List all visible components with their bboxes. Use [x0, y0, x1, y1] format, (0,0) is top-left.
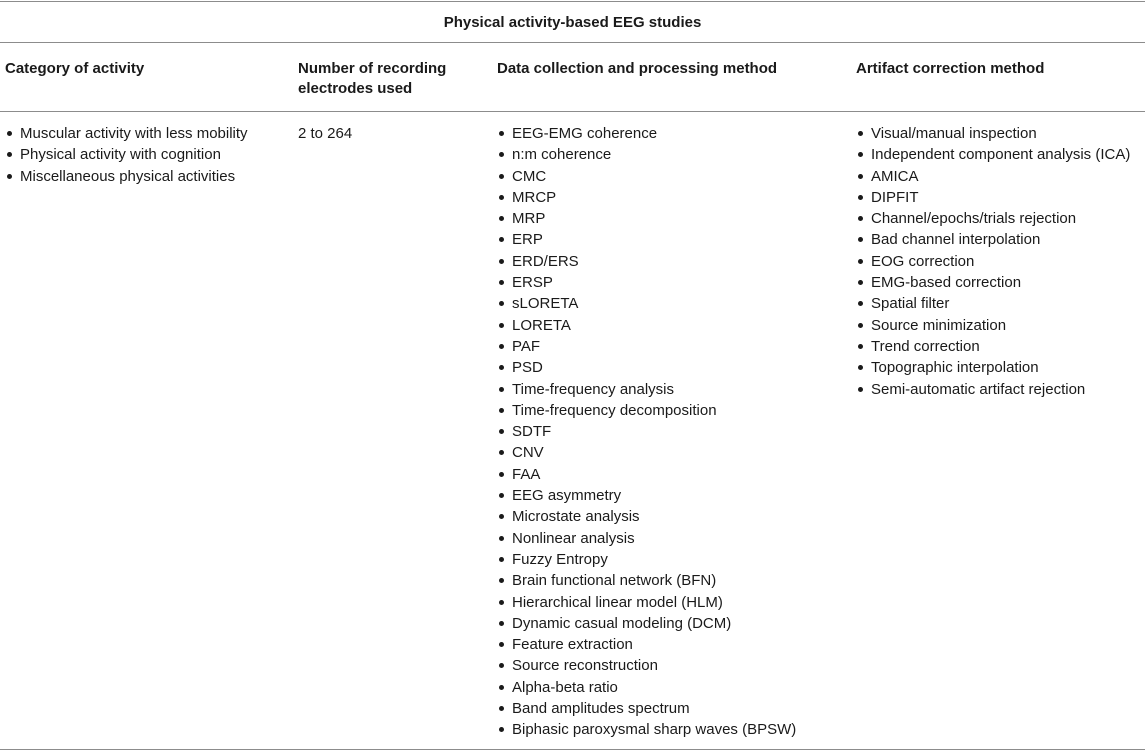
caption-divider [0, 42, 1145, 43]
method-item: Feature extraction [497, 634, 837, 655]
artifact-item: EOG correction [856, 251, 1141, 272]
artifact-item: AMICA [856, 166, 1141, 187]
artifact-item: Visual/manual inspection [856, 123, 1141, 144]
electrodes-value: 2 to 264 [298, 125, 353, 142]
header-divider [0, 111, 1145, 112]
category-cell [5, 123, 285, 187]
method-item: EEG asymmetry [497, 485, 837, 506]
method-item: PAF [497, 336, 837, 357]
method-item: ERP [497, 229, 837, 250]
header-electrodes-line2: electrodes used [298, 80, 413, 97]
method-item: ERD/ERS [497, 251, 837, 272]
method-item: Biphasic paroxysmal sharp waves (BPSW) [497, 719, 837, 740]
method-item: Time-frequency analysis [497, 379, 837, 400]
category-item: Physical activity with cognition [5, 144, 285, 165]
electrodes-cell [298, 123, 478, 144]
artifact-item: Bad channel interpolation [856, 229, 1141, 250]
artifact-item: Trend correction [856, 336, 1141, 357]
methods-cell [497, 123, 837, 741]
artifact-item: Independent component analysis (ICA) [856, 144, 1141, 165]
table-top-rule [0, 1, 1145, 2]
method-item: ERSP [497, 272, 837, 293]
header-methods: Data collection and processing method [497, 60, 778, 77]
methods-list [497, 123, 837, 741]
table-caption: Physical activity-based EEG studies [443, 14, 702, 31]
method-item: sLORETA [497, 293, 837, 314]
method-item: Band amplitudes spectrum [497, 698, 837, 719]
header-electrodes [298, 59, 478, 99]
method-item: MRP [497, 208, 837, 229]
method-item: MRCP [497, 187, 837, 208]
artifact-item: Source minimization [856, 315, 1141, 336]
header-artifact: Artifact correction method [856, 60, 1045, 77]
method-item: Time-frequency decomposition [497, 400, 837, 421]
artifact-item: DIPFIT [856, 187, 1141, 208]
category-list [5, 123, 285, 187]
artifact-item: Spatial filter [856, 293, 1141, 314]
method-item: Dynamic casual modeling (DCM) [497, 613, 837, 634]
method-item: LORETA [497, 315, 837, 336]
category-item: Muscular activity with less mobility [5, 123, 285, 144]
method-item: Brain functional network (BFN) [497, 570, 837, 591]
method-item: Microstate analysis [497, 506, 837, 527]
artifact-item: Semi-automatic artifact rejection [856, 379, 1141, 400]
method-item: EEG-EMG coherence [497, 123, 837, 144]
method-item: CNV [497, 442, 837, 463]
method-item: Nonlinear analysis [497, 528, 837, 549]
header-electrodes-line1: Number of recording [298, 60, 447, 77]
method-item: n:m coherence [497, 144, 837, 165]
method-item: Hierarchical linear model (HLM) [497, 592, 837, 613]
method-item: Fuzzy Entropy [497, 549, 837, 570]
artifact-item: EMG-based correction [856, 272, 1141, 293]
artifact-list [856, 123, 1141, 400]
method-item: CMC [497, 166, 837, 187]
header-category: Category of activity [5, 60, 145, 77]
method-item: Source reconstruction [497, 655, 837, 676]
artifact-item: Topographic interpolation [856, 357, 1141, 378]
method-item: FAA [497, 464, 837, 485]
method-item: Alpha-beta ratio [497, 677, 837, 698]
artifact-item: Channel/epochs/trials rejection [856, 208, 1141, 229]
table-bottom-rule [0, 749, 1145, 750]
category-item: Miscellaneous physical activities [5, 166, 285, 187]
method-item: PSD [497, 357, 837, 378]
artifact-cell [856, 123, 1141, 400]
method-item: SDTF [497, 421, 837, 442]
